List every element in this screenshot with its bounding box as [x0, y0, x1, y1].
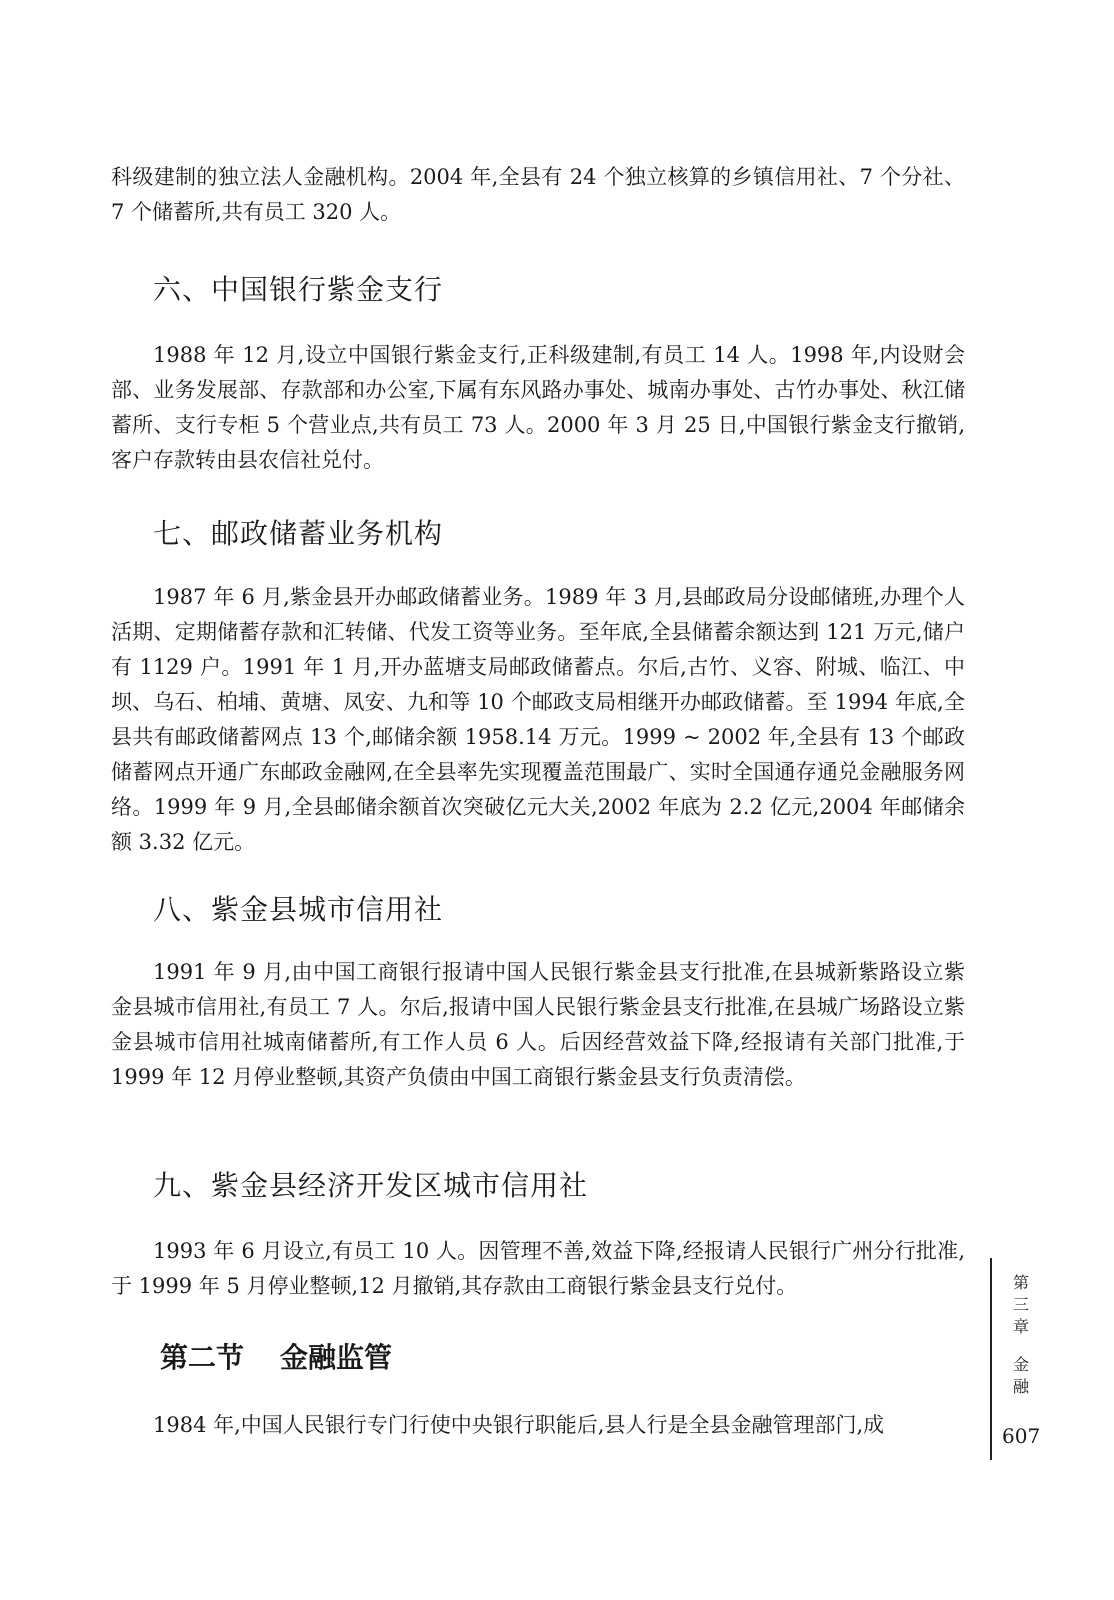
chapter-topic-char-2: 融 — [1012, 1377, 1029, 1396]
paragraph-dev-zone-credit-union: 1993 年 6 月设立,有员工 10 人。因管理不善,效益下降,经报请人民银行广州分行批准,于 1999 年 5 月停业整顿,12 月撤销,其存款由工商银行紫金县支行兑付。 — [111, 1239, 965, 1298]
heading-city-credit-union: 八、紫金县城市信用社 — [153, 893, 444, 926]
paragraph-postal-savings: 1987 年 6 月,紫金县开办邮政储蓄业务。1989 年 3 月,县邮政局分设邮储班,办理个人活期、定期储蓄存款和汇转储、代发工资等业务。至年底,全县储蓄余额达到 121 万元,储户有 1129 户。1991 年 1 月,开办蓝塘支局邮政储蓄点。尔后,古竹、义容、附城、临江、中坝、乌石、柏埔、黄塘、凤安、九和等 10 个邮政支局相继开办邮政储蓄。至 1994 年底,全县共有邮政储蓄网点 13 个,邮储余额 1958.14 万元。1999 ~ 2002 年,全县有 13 个邮政储蓄网点开通广东邮政金融网,在全县率先实现覆盖范围最广、实时全国通存通兑金融服务网络。1999 年 9 月,全县邮储余额首次突破亿元大关,2002 年底为 2.2 亿元,2004 年邮储余额 3.32 亿元。 — [111, 585, 965, 854]
heading-dev-zone-credit-union: 九、紫金县经济开发区城市信用社 — [153, 1169, 589, 1202]
chapter-topic-char-1: 金 — [1012, 1355, 1029, 1374]
paragraph-intro: 科级建制的独立法人金融机构。2004 年,全县有 24 个独立核算的乡镇信用社、7 个分社、7 个储蓄所,共有员工 320 人。 — [111, 165, 965, 224]
heading-postal-savings: 七、邮政储蓄业务机构 — [153, 517, 444, 550]
page-number: 607 — [1002, 1424, 1041, 1448]
chapter-marker — [1006, 1272, 1036, 1398]
section-title: 金融监管 — [280, 1341, 393, 1374]
paragraph-bank-of-china: 1988 年 12 月,设立中国银行紫金支行,正科级建制,有员工 14 人。1998 年,内设财会部、业务发展部、存款部和办公室,下属有东风路办事处、城南办事处、古竹办事处、秋江储蓄所、支行专柜 5 个营业点,共有员工 73 人。2000 年 3 月 25 日,中国银行紫金支行撤销,客户存款转由县农信社兑付。 — [111, 343, 965, 472]
paragraph-city-credit-union: 1991 年 9 月,由中国工商银行报请中国人民银行紫金县支行批准,在县城新紫路设立紫金县城市信用社,有员工 7 人。尔后,报请中国人民银行紫金县支行批准,在县城广场路设立紫金县城市信用社城南储蓄所,有工作人员 6 人。后因经营效益下降,经报请有关部门批准,于 1999 年 12 月停业整顿,其资产负债由中国工商银行紫金县支行负责清偿。 — [111, 960, 965, 1089]
heading-bank-of-china: 六、中国银行紫金支行 — [153, 273, 444, 306]
paragraph-supervision: 1984 年,中国人民银行专门行使中央银行职能后,县人行是全县金融管理部门,成 — [153, 1413, 885, 1437]
section-heading — [160, 1336, 392, 1376]
chapter-char-1: 第 — [1012, 1273, 1029, 1292]
margin-rule — [990, 1258, 992, 1460]
section-number: 第二节 — [160, 1341, 245, 1374]
chapter-char-2: 三 — [1012, 1295, 1029, 1314]
chapter-char-3: 章 — [1012, 1317, 1029, 1336]
